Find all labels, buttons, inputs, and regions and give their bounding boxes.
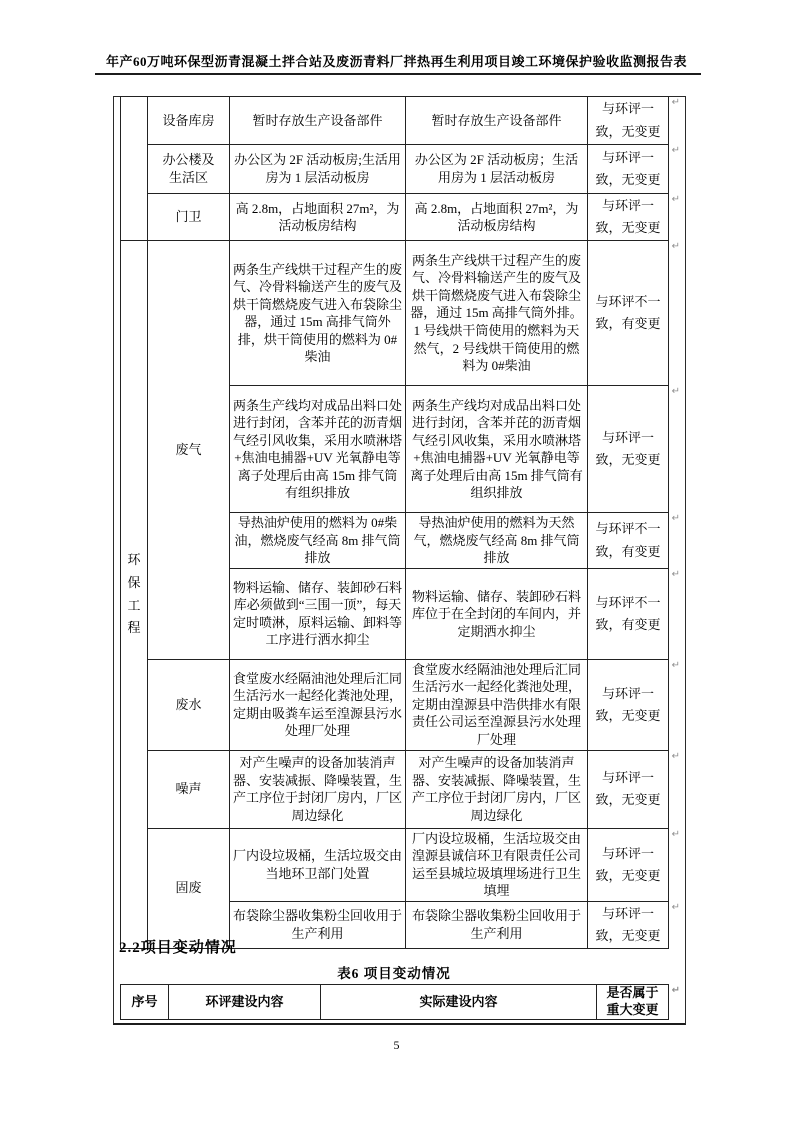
row-end-mark-icon: ↵ [671,985,680,996]
cell-actual-content: 食堂废水经隔油池处理后汇同生活污水一起经化粪池处理，定期由湟源县中浩供排水有限责任公司运至湟源县污水处理厂处理 [406,659,588,750]
page-number: 5 [393,1038,400,1052]
header-cell-epa-content: 环评建设内容 [169,985,321,1020]
cell-epa-content: 物料运输、储存、装卸砂石料库必须做到“三围一顶”，每天定时喷淋，原料运输、卸料等工序进行洒水抑尘 [230,568,406,659]
cell-epa-content: 暂时存放生产设备部件 [230,97,406,145]
cell-verdict [588,568,680,659]
table-row [121,241,669,386]
cell-category: 废气 [148,241,230,660]
cell-category: 噪声 [148,750,230,828]
section-heading: 2.2项目变动情况 [119,940,237,956]
cell-epa-content: 厂内设垃圾桶，生活垃圾交由当地环卫部门处置 [230,828,406,901]
table-row [121,194,669,241]
verdict-text: 与环评一致，无变更 [595,198,661,236]
header-text: 是否属于重大变更 [606,985,659,1017]
cell-epa-content: 高 2.8m，占地面积 27m²，为活动板房结构 [230,194,406,241]
verdict-text: 与环评不一致，有变更 [595,594,661,632]
cell-verdict [588,659,680,750]
cell-verdict [588,513,680,569]
row-end-mark-icon: ↵ [671,659,680,671]
cell-epa-content: 食堂废水经隔油池处理后汇同生活污水一起经化粪池处理，定期由吸粪车运至湟源县污水处理厂处理 [230,659,406,750]
cell-category: 设备库房 [148,97,230,145]
cell-actual-content: 两条生产线烘干过程产生的废气、冷骨料输送产生的废气及烘干筒燃烧废气进入布袋除尘器，通过 15m 高排气筒外排。1 号线烘干筒使用的燃料为天然气，2 号线烘干筒使用的燃料为 0#柴油 [406,241,588,386]
cell-verdict [588,194,680,241]
row-end-mark-icon: ↵ [671,901,680,913]
cell-actual-content: 导热油炉使用的燃料为天然气，燃烧废气经高 8m 排气筒排放 [406,513,588,569]
env-protection-works-table [120,96,680,949]
cell-verdict [588,145,680,194]
cell-verdict [588,97,680,145]
table-row [121,659,669,750]
table-row [121,750,669,828]
cell-epa-content: 导热油炉使用的燃料为 0#柴油，燃烧废气经高 8m 排气筒排放 [230,513,406,569]
row-end-mark-icon: ↵ [671,97,680,108]
row-end-mark-icon: ↵ [671,750,680,762]
cell-verdict [588,386,680,513]
verdict-text: 与环评一致，无变更 [595,845,661,883]
row-end-mark-icon: ↵ [671,568,680,580]
cell-epa-content: 布袋除尘器收集粉尘回收用于生产利用 [230,901,406,948]
cell-actual-content: 对产生噪声的设备加装消声器、安装减振、降噪装置，生产工序位于封闭厂房内，厂区周边绿化 [406,750,588,828]
header-cell-index: 序号 [121,985,169,1020]
cell-group-label [121,241,148,949]
cell-category: 办公楼及生活区 [148,145,230,194]
table-row [121,145,669,194]
cell-epa-content: 两条生产线均对成品出料口处进行封闭，含苯并芘的沥青烟气经引风收集，采用水喷淋塔+焦油电捕器+UV 光氧静电等离子处理后由高 15m 排气筒有组织排放 [230,386,406,513]
cell-actual-content: 布袋除尘器收集粉尘回收用于生产利用 [406,901,588,948]
cell-actual-content: 高 2.8m，占地面积 27m²，为活动板房结构 [406,194,588,241]
row-end-mark-icon: ↵ [671,828,680,840]
cell-epa-content: 对产生噪声的设备加装消声器、安装减振、降噪装置，生产工序位于封闭厂房内，厂区周边绿化 [230,750,406,828]
verdict-text: 与环评不一致，有变更 [595,521,661,559]
cell-actual-content: 厂内设垃圾桶，生活垃圾交由湟源县诚信环卫有限责任公司运至县城垃圾填埋场进行卫生填埋 [406,828,588,901]
table6-caption: 表6 项目变动情况 [337,966,451,981]
cell-category: 废水 [148,659,230,750]
header-rule [95,73,701,75]
verdict-text: 与环评一致，无变更 [595,905,661,943]
cell-epa-content: 办公区为 2F 活动板房;生活用房为 1 层活动板房 [230,145,406,194]
header-cell-actual-content: 实际建设内容 [321,985,597,1020]
cell-actual-content: 暂时存放生产设备部件 [406,97,588,145]
verdict-text: 与环评一致，无变更 [595,769,661,808]
verdict-text: 与环评一致，无变更 [595,149,661,187]
cell-actual-content: 办公区为 2F 活动板房；生活用房为 1 层活动板房 [406,145,588,194]
cell-category: 门卫 [148,194,230,241]
verdict-text: 与环评一致，无变更 [595,685,661,723]
table-row [121,828,669,901]
row-end-mark-icon: ↵ [671,386,680,398]
row-end-mark-icon: ↵ [671,513,680,525]
cell-verdict [588,241,680,386]
project-change-table [120,984,680,1020]
cell-actual-content: 物料运输、储存、装卸砂石料库位于在全封闭的车间内，并定期洒水抑尘 [406,568,588,659]
cell-group-blank [121,97,148,241]
verdict-text: 与环评一致，无变更 [595,101,661,139]
cell-category: 固废 [148,828,230,948]
cell-verdict [588,750,680,828]
cell-actual-content: 两条生产线均对成品出料口处进行封闭，含苯并芘的沥青烟气经引风收集，采用水喷淋塔+焦油电捕器+UV 光氧静电等离子处理后由高 15m 排气筒有组织排放 [406,386,588,513]
row-end-mark-icon: ↵ [671,194,680,205]
row-end-mark-icon: ↵ [671,241,680,253]
verdict-text: 与环评不一致，有变更 [595,294,661,332]
cell-verdict [588,828,680,901]
row-end-mark-icon: ↵ [671,145,680,156]
cell-verdict [588,901,680,948]
verdict-text: 与环评一致，无变更 [595,430,661,468]
table-header-row [121,985,669,1020]
page-header-title: 年产60万吨环保型沥青混凝土拌合站及废沥青料厂拌热再生利用项目竣工环境保护验收监测报告表 [105,54,687,69]
header-cell-major-change [597,985,680,1020]
group-label-vertical-text: 环保工程 [127,552,141,636]
table-row [121,97,669,145]
cell-epa-content: 两条生产线烘干过程产生的废气、冷骨料输送产生的废气及烘干筒燃烧废气进入布袋除尘器，通过 15m 高排气筒外排，烘干筒使用的燃料为 0#柴油 [230,241,406,386]
